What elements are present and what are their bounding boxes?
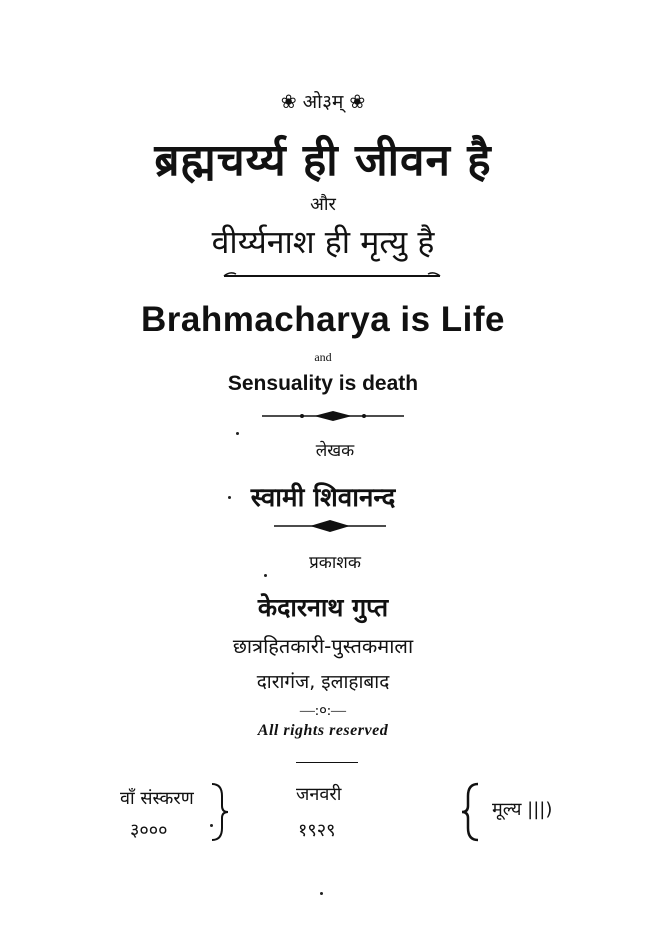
print-speck xyxy=(320,892,323,895)
conjunction-hindi: और xyxy=(310,194,336,215)
address: दारागंज, इलाहाबाद xyxy=(256,671,390,693)
ornament-divider-2 xyxy=(270,518,390,534)
author-label: लेखक xyxy=(315,441,355,461)
title-hindi: ब्रह्मचर्य्य ही जीवन है xyxy=(154,135,492,186)
print-speck xyxy=(228,496,231,499)
price: मूल्य |||) xyxy=(492,799,553,820)
separator: —:०:— xyxy=(299,703,347,719)
rights-notice: All rights reserved xyxy=(257,722,389,739)
subtitle-english: Sensuality is death xyxy=(227,372,419,395)
copies-count: ३००० xyxy=(130,820,168,841)
footer-rule xyxy=(296,762,358,763)
conjunction-english: and xyxy=(314,350,332,364)
publication-month: जनवरी xyxy=(296,784,342,805)
edition-label: वाँ संस्करण xyxy=(120,788,194,809)
title-english: Brahmacharya is Life xyxy=(140,300,506,339)
series-name: छात्रहितकारी-पुस्तकमाला xyxy=(232,634,414,658)
print-speck xyxy=(236,432,239,435)
subtitle-hindi: वीर्य्यनाश ही मृत्यु है xyxy=(211,223,435,261)
ornament-divider-1 xyxy=(258,408,408,424)
publisher-name: केदारनाथ गुप्त xyxy=(257,593,389,622)
print-speck xyxy=(210,824,213,827)
publisher-label: प्रकाशक xyxy=(309,553,361,573)
author-name: स्वामी शिवानन्द xyxy=(250,483,396,513)
right-brace-icon xyxy=(208,780,230,844)
publication-year: १९२९ xyxy=(298,820,336,841)
title-divider-ornament xyxy=(222,268,442,282)
left-brace-icon xyxy=(458,780,482,844)
print-speck xyxy=(264,574,267,577)
invocation: ❀ ओ३म् ❀ xyxy=(280,91,366,113)
